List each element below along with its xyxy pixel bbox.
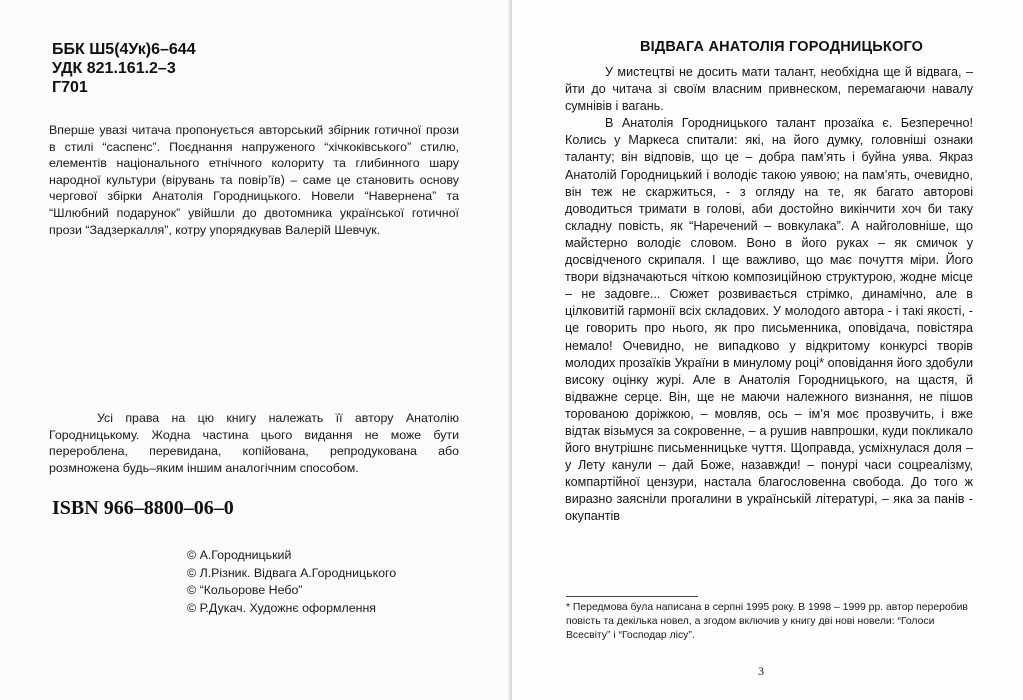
chapter-body [565,64,973,526]
rights-notice: Усі права на цю книгу належать її автору Анатолію Городницькому. Жодна частина цього видання не може бути перероблена, перевидана, копійована, репродукована або розмножена будь–яким іншим аналогічним способом. [49,411,459,475]
bibliographic-codes [52,40,196,97]
copyright-list [187,547,396,617]
footnote-rule [566,596,698,597]
isbn: ISBN 966–8800–06–0 [52,497,234,519]
page-number: 3 [758,664,764,678]
copyright-line: © Р.Дукач. Художнє оформлення [187,600,377,615]
chapter-title: ВІДВАГА АНАТОЛІЯ ГОРОДНИЦЬКОГО [640,39,924,55]
copyright-line: © А.Городницький [187,548,292,562]
right-page [512,0,1023,700]
book-abstract: Вперше увазі читача пропонується авторський збірник готичної прози в стилі “саспенс”. Поєднання напруженого “хічкоківського” стилю, елементів національного етнічного колориту та глибинного шару народної культури (вірувань та повір’їв) – саме це становить основу чергової збірки Анатолія Городницького. Новели “Навернена” та “Шлюбний подарунок” увійшли до двотомника української готичної прози “Задзеркалля”, котру упорядкував Валерій Шевчук. [49,123,459,237]
copyright-line: © Л.Різник. Відвага А.Городницького [187,565,397,580]
author-mark: Г701 [52,79,88,96]
copyright-line: © “Кольорове Небо” [187,583,303,598]
udk-code: УДК 821.161.2–3 [52,60,176,77]
paragraph: У мистецтві не досить мати талант, необхідна ще й відвага, – йти до читача зі своїм власним привнеском, перемагаючи навалу сумнівів і вагань. [565,65,973,114]
paragraph: В Анатолія Городницького талант прозаїка є. Безперечно! Колись у Маркеса спитали: які, на його думку, головніші ознаки таланту; він відповів, що це – добра пам’ять і буйна уява. Якраз Анатолій Городницький і володіє такою уявою; на пам’ять, очевидно, він теж не скаржиться, - з огляду на те, як багато авторові доводиться тримати в голові, аби достойно викінчити хоч би таку складну повість, як “Наречений – вовкулака”. А найголовніше, що майстерно володіє словом. Воно в його руках – як смичок у досвідченого скрипаля. І ще важливо, що має почуття міри. Його твори відзначаються чіткою композиційною структурою, жодне місце – не задовге... Сюжет розвивається стрімко, динамічно, але в цілковитій гармонії всіх складових. У молодого автора - і такі якості, - це говорить про нього, як про письменника, оповідача, повістяра немало! Очевидно, не випадково у відкритому конкурсі творів молодих прозаїків України в минулому році* оповідання його здобули високу оцінку журі. Але в Анатолія Городницького, на щастя, й відважне серце. Він, ще не маючи належного визнання, не пішов торованою доріжкою, – мовляв, ось – ім’я моє прозвучить, і вже відтак візьмуся за сокровенне, – а рушив навпрошки, куди покликало його внутрішнє письменницьке чуття. Щоправда, усміхнулася доля – у Лету канули – дай Боже, назавжди! – понурі часи соцреалізму, компартійної цензури, настала благословенна свобода. До того ж виразно заясніли прогалини в українській літературі, – яка за панів - окупантів [565,116,973,524]
footnote: * Передмова була написана в серпні 1995 року. В 1998 – 1999 рр. автор переробив повість та декілька новел, а згодом включив у книгу дві нові новели: “Голоси Всесвіту” і “Господар лісу”. [566,602,968,641]
bbk-code: ББК Ш5(4Ук)6–644 [52,41,196,58]
